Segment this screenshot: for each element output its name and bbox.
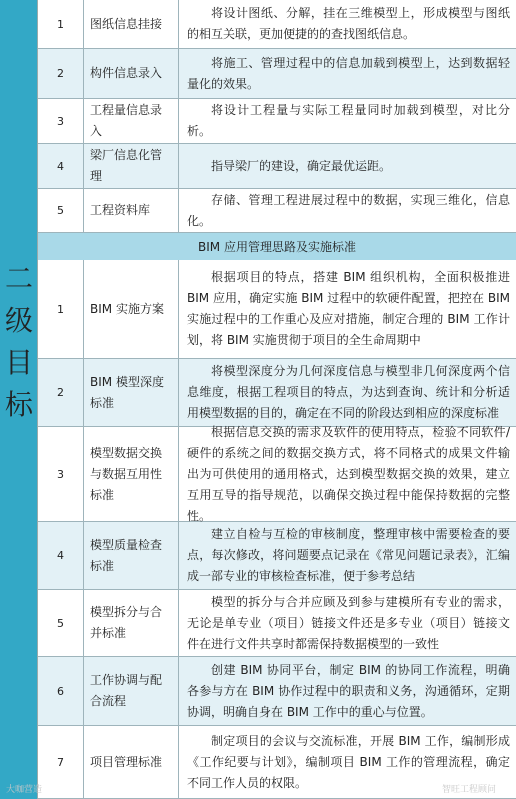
row-number: 4 [38, 522, 84, 589]
row-description: 根据项目的特点，搭建 BIM 组织机构，全面积极推进 BIM 应用，确定实施 BIM 过程中的软硬件配置，把控在 BIM 实施过程中的工作重心及应对措施，制定合理的 BIM 工作计划，将 BIM 实施贯彻于项目的全生命周期中 [187, 270, 510, 347]
row-description: 将设计工程量与实际工程量同时加载到模型，对比分析。 [187, 103, 510, 138]
table-row [38, 49, 516, 99]
table-row [38, 590, 516, 657]
row-number: 2 [38, 49, 84, 98]
level-column [0, 0, 38, 799]
table-row [38, 0, 516, 49]
row-number: 1 [38, 260, 84, 358]
table-row [38, 359, 516, 427]
watermark-left: 大咖营造 [6, 785, 43, 795]
row-name: BIM 模型深度标准 [84, 359, 179, 426]
row-number: 7 [38, 726, 84, 798]
row-number: 2 [38, 359, 84, 426]
row-description: 制定项目的会议与交流标准，开展 BIM 工作，编制形成《工作纪要与计划》，编制项目 BIM 工作的管理流程，确定不同工作人员的权限。 [187, 733, 510, 790]
level-label [0, 258, 38, 426]
row-name: 模型拆分与合并标准 [84, 590, 179, 656]
row-name: 工程量信息录入 [84, 99, 179, 143]
row-name: 构件信息录入 [84, 49, 179, 98]
row-name: 模型数据交换与数据互用性标准 [84, 427, 179, 521]
row-description: 将施工、管理过程中的信息加载到模型上，达到数据轻量化的效果。 [187, 55, 510, 91]
row-description: 模型的拆分与合并应顾及到参与建模所有专业的需求，无论是单专业（项目）链接文件还是多专业（项目）链接文件在进行文件共享时都需保持数据模型的一致性 [187, 594, 510, 651]
row-number: 3 [38, 99, 84, 143]
table-row [38, 99, 516, 144]
row-description: 将模型深度分为几何深度信息与模型非几何深度两个信息维度，根据工程项目的特点，为达到查询、统计和分析适用模型数据的目的，确定在不同的阶段达到相应的深度标准 [187, 364, 510, 420]
row-description: 建立自检与互检的审核制度，整理审核中需要检查的要点，每次修改，将问题要点记录在《常见问题记录表》，汇编成一部专业的审核检查标准，便于参考总结 [187, 527, 510, 583]
row-description: 存储、管理工程进展过程中的数据，实现三维化，信息化。 [187, 192, 510, 228]
row-number: 4 [38, 144, 84, 188]
level-char-1: 二 [4, 262, 33, 295]
row-number: 5 [38, 590, 84, 656]
section-header: BIM 应用管理思路及实施标准 [38, 233, 516, 261]
row-name: 模型质量检查标准 [84, 522, 179, 589]
row-description: 创建 BIM 协同平台，制定 BIM 的协同工作流程，明确各参与方在 BIM 协作过程中的职责和义务，沟通循环，定期协调，明确自身在 BIM 工作中的重心与位置。 [187, 662, 510, 719]
row-name: BIM 实施方案 [84, 260, 179, 358]
row-number: 5 [38, 189, 84, 232]
table-row [38, 522, 516, 590]
level-char-4: 标 [4, 388, 33, 421]
level-char-2: 级 [4, 304, 33, 337]
row-name: 项目管理标准 [84, 726, 179, 798]
row-name: 图纸信息挂接 [84, 0, 179, 48]
row-name: 梁厂信息化管理 [84, 144, 179, 188]
table-row [38, 144, 516, 189]
row-description: 指导梁厂的建设，确定最优运距。 [211, 158, 392, 173]
row-name: 工作协调与配合流程 [84, 657, 179, 725]
level-char-3: 目 [4, 346, 33, 379]
row-name: 工程资料库 [84, 189, 179, 232]
row-number: 6 [38, 657, 84, 725]
row-number: 1 [38, 0, 84, 48]
watermark-right: 智旺工程顾问 [441, 785, 496, 795]
row-number: 3 [38, 427, 84, 521]
row-description: 将设计图纸、分解，挂在三维模型上，形成模型与图纸的相互关联，更加便捷的的查找图纸信息。 [187, 6, 510, 41]
table-row [38, 424, 516, 523]
table-row [38, 189, 516, 233]
table-row [38, 657, 516, 726]
table-row [38, 260, 516, 359]
row-description: 根据信息交换的需求及软件的使用特点，检验不同软件/硬件的系统之间的数据交换方式，将不同格式的成果文件输出为可供使用的通用格式，达到模型数据交换的效果，建立互用互导的指导规范，以确保交换过程中能保持数据的完整性。 [187, 424, 510, 523]
